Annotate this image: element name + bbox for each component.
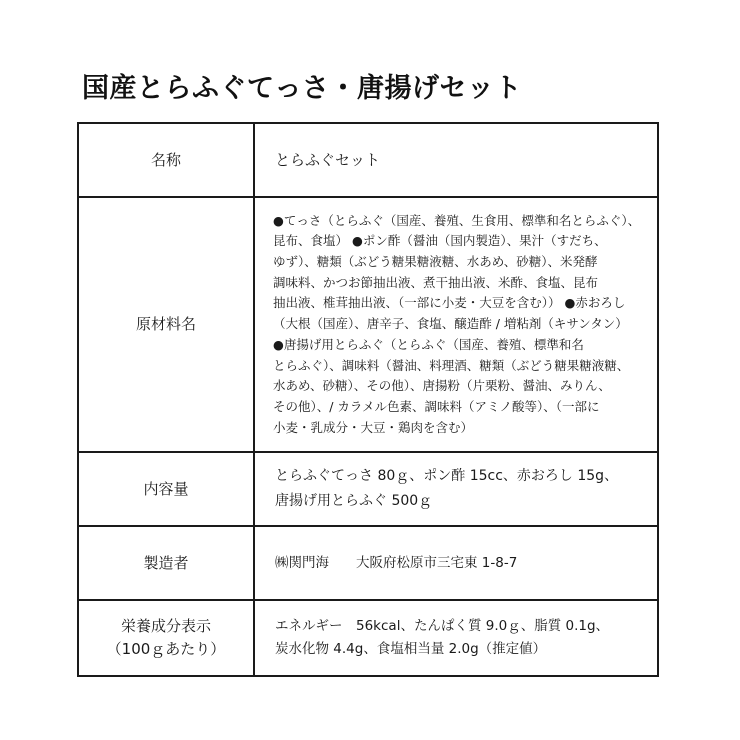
ingredients-line: ゆず）、糖類（ぶどう糖果糖液糖、水あめ、砂糖）、米発酵 [273, 254, 598, 270]
ingredients-line: 調味料、かつお節抽出液、煮干抽出液、米酢、食塩、昆布 [273, 274, 599, 290]
table-row-nutrition [78, 600, 658, 676]
ingredients-label: 原材料名 [78, 197, 254, 452]
ingredients-line: 抽出液、椎茸抽出液、（一部に小麦・大豆を含む）） ●赤おろし [273, 295, 626, 311]
ingredients-line: ●てっさ（とらふぐ（国産、養殖、生食用、標準和名とらふぐ）、 [273, 212, 641, 228]
volume-value [254, 452, 658, 526]
name-label: 名称 [78, 123, 254, 197]
name-value: とらふぐセット [254, 123, 658, 197]
ingredients-line: 昆布、食塩） ●ポン酢（醤油（国内製造）、果汁（すだち、 [273, 233, 607, 249]
maker-value: ㈱関門海 大阪府松原市三宅東 1-8-7 [254, 526, 658, 600]
ingredients-line: （大根（国産）、唐辛子、食塩、醸造酢 / 増粘剤（キサンタン） [273, 316, 628, 332]
volume-line: とらふぐてっさ 80ｇ、ポン酢 15cc、赤おろし 15g、 [275, 468, 619, 484]
ingredients-line: 水あめ、砂糖）、その他）、唐揚粉（片栗粉、醤油、みりん、 [273, 378, 611, 394]
volume-line: 唐揚げ用とらふぐ 500ｇ [275, 493, 433, 509]
nutrition-line: エネルギー 56kcal、たんぱく質 9.0ｇ、脂質 0.1g、 [275, 618, 610, 634]
nutrition-line: 炭水化物 4.4g、食塩相当量 2.0g（推定値） [275, 641, 547, 657]
nutrition-value [254, 600, 658, 676]
ingredients-line: とらふぐ）、調味料（醤油、料理酒、糖類（ぶどう糖果糖液糖、 [273, 357, 630, 373]
ingredients-value [254, 197, 658, 452]
volume-label: 内容量 [78, 452, 254, 526]
maker-label: 製造者 [78, 526, 254, 600]
ingredients-line: ●唐揚げ用とらふぐ（とらふぐ（国産、養殖、標準和名 [273, 336, 584, 352]
table-row-name [78, 123, 658, 197]
nutrition-label [78, 600, 254, 676]
ingredients-line: その他）、/ カラメル色素、調味料（アミノ酸等）、（一部に [273, 398, 600, 414]
table-row-ingredients [78, 197, 658, 452]
product-spec-table [77, 122, 659, 677]
table-row-maker [78, 526, 658, 600]
table-row-volume [78, 452, 658, 526]
nutrition-label-line2: （100ｇあたり） [106, 640, 226, 658]
page-title: 国産とらふぐてっさ・唐揚げセット [82, 73, 522, 104]
nutrition-label-line1: 栄養成分表示 [120, 617, 211, 635]
ingredients-line: 小麦・乳成分・大豆・鶏肉を含む） [273, 419, 474, 435]
